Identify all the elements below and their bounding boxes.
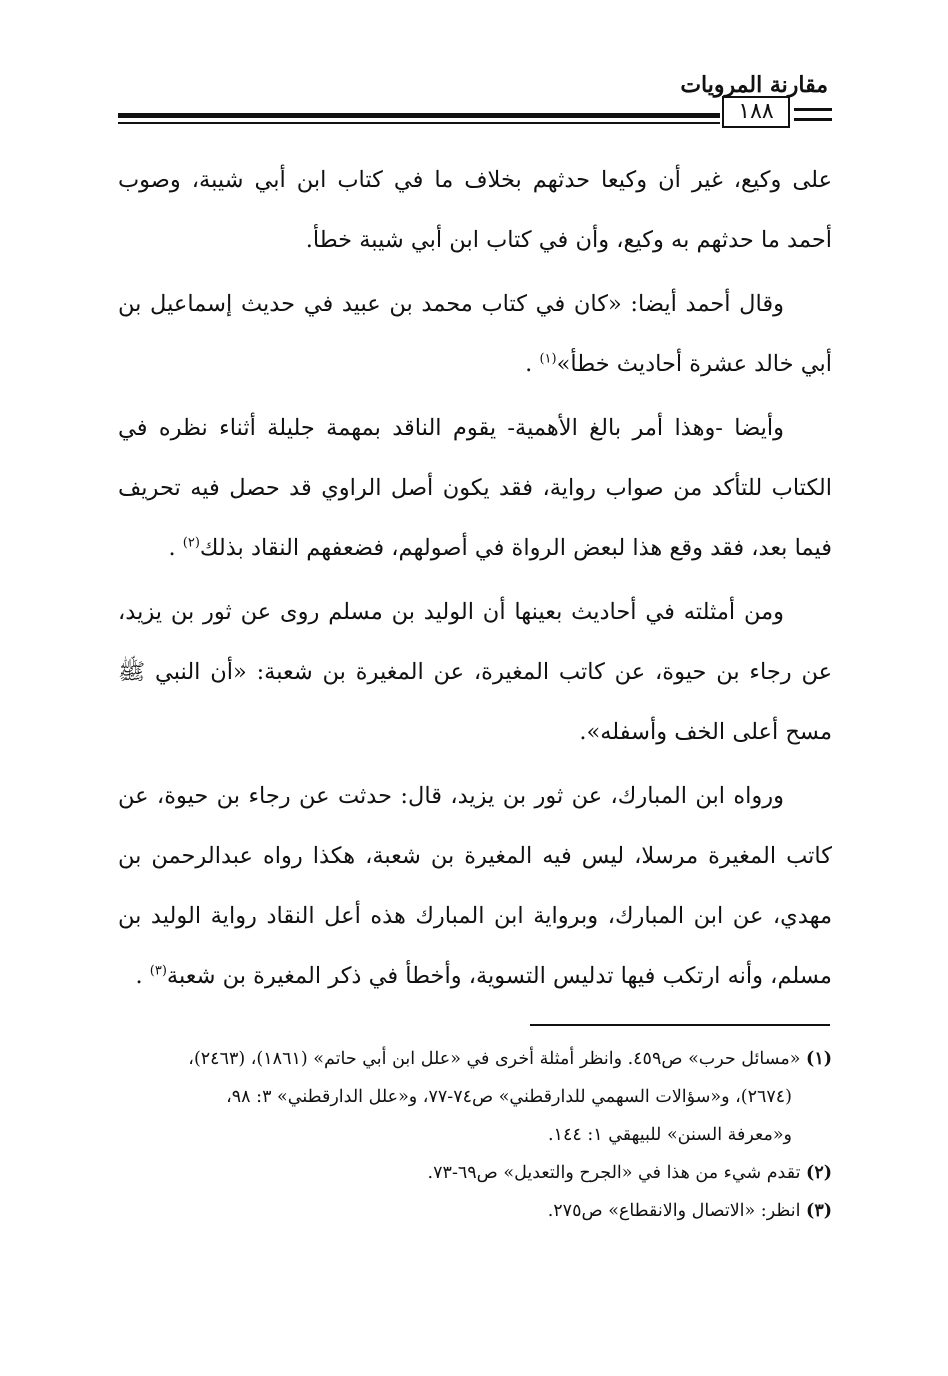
paragraph-text: ورواه ابن المبارك، عن ثور بن يزيد، قال: حدثت عن رجاء بن حيوة، عن كاتب المغيرة مرسلا، ليس فيه المغيرة بن شعبة، هكذا رواه عبدالرحمن بن مهدي، عن ابن المبارك، وبرواية ابن المبارك هذه أعل النقاد رواية الوليد بن مسلم، وأنه ارتكب فيها تدليس التسوية، وأخطأ في ذكر المغيرة بن شعبة: [118, 783, 832, 989]
paragraph-end: .: [525, 351, 540, 377]
paragraph-text: وأيضا -وهذا أمر بالغ الأهمية- يقوم الناقد بمهمة جليلة أثناء نظره في الكتاب للتأكد من صواب رواية، فقد يكون أصل الراوي قد حصل فيه تحريف فيما بعد، فقد وقع هذا لبعض الرواة في أصولهم، فضعفهم النقاد بذلك: [118, 415, 832, 561]
footnote-ref: (١): [539, 351, 557, 367]
footnote-text: «مسائل حرب» ص٤٥٩. وانظر أمثلة أخرى في «علل ابن أبي حاتم» (١٨٦١)، (٢٤٦٣)،: [188, 1049, 801, 1069]
footnote-text: تقدم شيء من هذا في «الجرح والتعديل» ص٦٩-٧٣.: [427, 1163, 801, 1183]
footnote-1-cont: [118, 1116, 832, 1154]
header-rule: [118, 113, 720, 118]
footnote-1: [118, 1040, 832, 1078]
footnote-ref: (٣): [149, 963, 167, 979]
footnote-ref: (٢): [182, 535, 200, 551]
paragraph: [118, 582, 832, 762]
footnotes: [118, 1040, 832, 1230]
running-title: مقارنة المرويات: [680, 72, 828, 98]
footnote-mark: (٣): [806, 1201, 832, 1221]
paragraph-text: على وكيع، غير أن وكيعا حدثهم بخلاف ما في كتاب ابن أبي شيبة، وصوب أحمد ما حدثهم به وكيع، وأن في كتاب ابن أبي شيبة خطأ.: [118, 167, 832, 253]
page-number-rule: [794, 108, 832, 111]
paragraph-end: .: [135, 963, 150, 989]
paragraph-text: ومن أمثلته في أحاديث بعينها أن الوليد بن مسلم روى عن ثور بن يزيد، عن رجاء بن حيوة، عن كاتب المغيرة، عن المغيرة بن شعبة: «أن النبي ﷺ مسح أعلى الخف وأسفله».: [118, 599, 832, 745]
paragraph-text: وقال أحمد أيضا: «كان في كتاب محمد بن عبيد في حديث إسماعيل بن أبي خالد عشرة أحاديث خطأ»: [118, 291, 832, 377]
footnote-3: [118, 1192, 832, 1230]
main-text: [118, 150, 832, 1010]
header-rule-thin: [118, 122, 720, 124]
paragraph-end: .: [168, 535, 183, 561]
footnote-2: [118, 1154, 832, 1192]
footnote-separator: [530, 1024, 830, 1026]
page-number-rule-lower: [794, 118, 832, 121]
footnote-text: و«معرفة السنن» للبيهقي ١: ١٤٤.: [547, 1125, 792, 1145]
footnote-text: (٢٦٧٤)، و«سؤالات السهمي للدارقطني» ص٧٤-٧٧، و«علل الدارقطني» ٣: ٩٨،: [226, 1087, 792, 1107]
footnote-text: انظر: «الاتصال والانقطاع» ص٢٧٥.: [547, 1201, 801, 1221]
paragraph: [118, 766, 832, 1006]
footnote-mark: (١): [806, 1049, 832, 1069]
paragraph: [118, 150, 832, 270]
paragraph: [118, 274, 832, 394]
footnote-mark: (٢): [806, 1163, 832, 1183]
footnote-1-cont: [118, 1078, 832, 1116]
paragraph: [118, 398, 832, 578]
page-number: ١٨٨: [722, 96, 790, 128]
